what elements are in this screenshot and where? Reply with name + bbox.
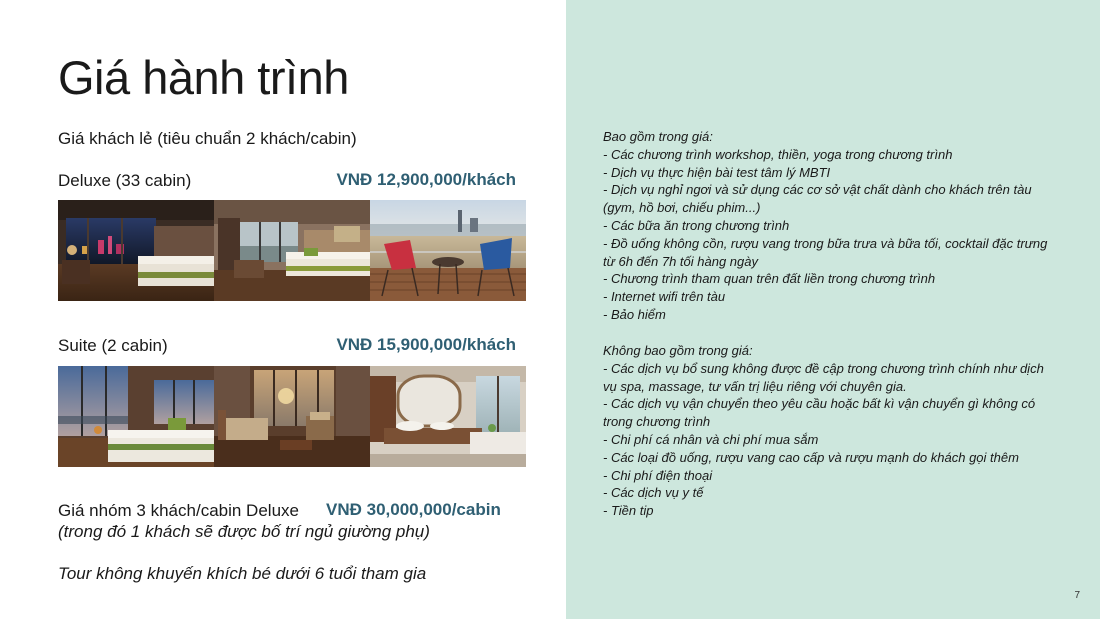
excluded-item: - Chi phí cá nhân và chi phí mua sắm bbox=[603, 431, 819, 447]
suite-price: VNĐ 15,900,000/khách bbox=[336, 335, 516, 354]
excluded-item: - Chi phí điện thoại bbox=[603, 467, 713, 483]
group-price-label: Giá nhóm 3 khách/cabin Deluxe bbox=[58, 501, 299, 520]
included-item: - Bảo hiểm bbox=[603, 306, 666, 322]
deluxe-row bbox=[58, 171, 526, 195]
deluxe-price: VNĐ 12,900,000/khách bbox=[336, 170, 516, 189]
excluded-heading: Không bao gồm trong giá: bbox=[603, 343, 753, 358]
deluxe-photo-cabin-night bbox=[58, 200, 214, 301]
excluded-item: - Các loại đồ uống, rượu vang cao cấp và rượu mạnh do khách gọi thêm bbox=[603, 449, 1019, 465]
included-section bbox=[603, 128, 1053, 324]
suite-photo-living bbox=[214, 366, 370, 467]
deluxe-photo-balcony bbox=[370, 200, 526, 301]
included-item: - Internet wifi trên tàu bbox=[603, 289, 726, 305]
deluxe-photo-twin-cabin bbox=[214, 200, 370, 301]
suite-row bbox=[58, 336, 526, 360]
child-note: Tour không khuyến khích bé dưới 6 tuổi tham gia bbox=[58, 564, 427, 583]
excluded-item: - Các dịch vụ bổ sung không được đề cập trong chương trình chính như dịch vụ spa, massage, tư vấn trị liệu riêng với chuyên gia. bbox=[603, 360, 1044, 394]
subtitle: Giá khách lẻ (tiêu chuẩn 2 khách/cabin) bbox=[58, 129, 357, 148]
group-note: (trong đó 1 khách sẽ được bố trí ngủ giường phụ) bbox=[58, 522, 430, 541]
excluded-item: - Các dịch vụ y tế bbox=[603, 485, 704, 501]
included-item: - Đồ uống không cồn, rượu vang trong bữa trưa và bữa tối, cocktail đặc trưng từ 6h đến 7h tối hàng ngày bbox=[603, 235, 1048, 269]
included-item: - Dịch vụ nghỉ ngơi và sử dụng các cơ sở vật chất dành cho khách trên tàu (gym, hồ bơi, chiếu phim...) bbox=[603, 182, 1032, 216]
included-item: - Các bữa ăn trong chương trình bbox=[603, 217, 790, 233]
page-title: Giá hành trình bbox=[58, 51, 349, 104]
suite-photo-bathroom bbox=[370, 366, 526, 467]
group-price-value: VNĐ 30,000,000/cabin bbox=[326, 500, 501, 519]
suite-photo-strip bbox=[58, 366, 526, 467]
excluded-item: - Tiền tip bbox=[603, 503, 654, 519]
page-number: 7 bbox=[1074, 590, 1080, 601]
included-item: - Chương trình tham quan trên đất liền trong chương trình bbox=[603, 271, 936, 287]
excluded-section bbox=[603, 342, 1053, 520]
deluxe-name: Deluxe (33 cabin) bbox=[58, 171, 192, 190]
included-heading: Bao gồm trong giá: bbox=[603, 129, 713, 144]
suite-name: Suite (2 cabin) bbox=[58, 336, 168, 355]
included-item: - Các chương trình workshop, thiền, yoga trong chương trình bbox=[603, 146, 953, 162]
excluded-item: - Các dịch vụ vận chuyển theo yêu cầu hoặc bất kì vận chuyển gì không có trong chương trình bbox=[603, 396, 1036, 430]
included-item: - Dịch vụ thực hiện bài test tâm lý MBTI bbox=[603, 164, 831, 180]
suite-photo-bedroom bbox=[58, 366, 214, 467]
deluxe-photo-strip bbox=[58, 200, 526, 301]
